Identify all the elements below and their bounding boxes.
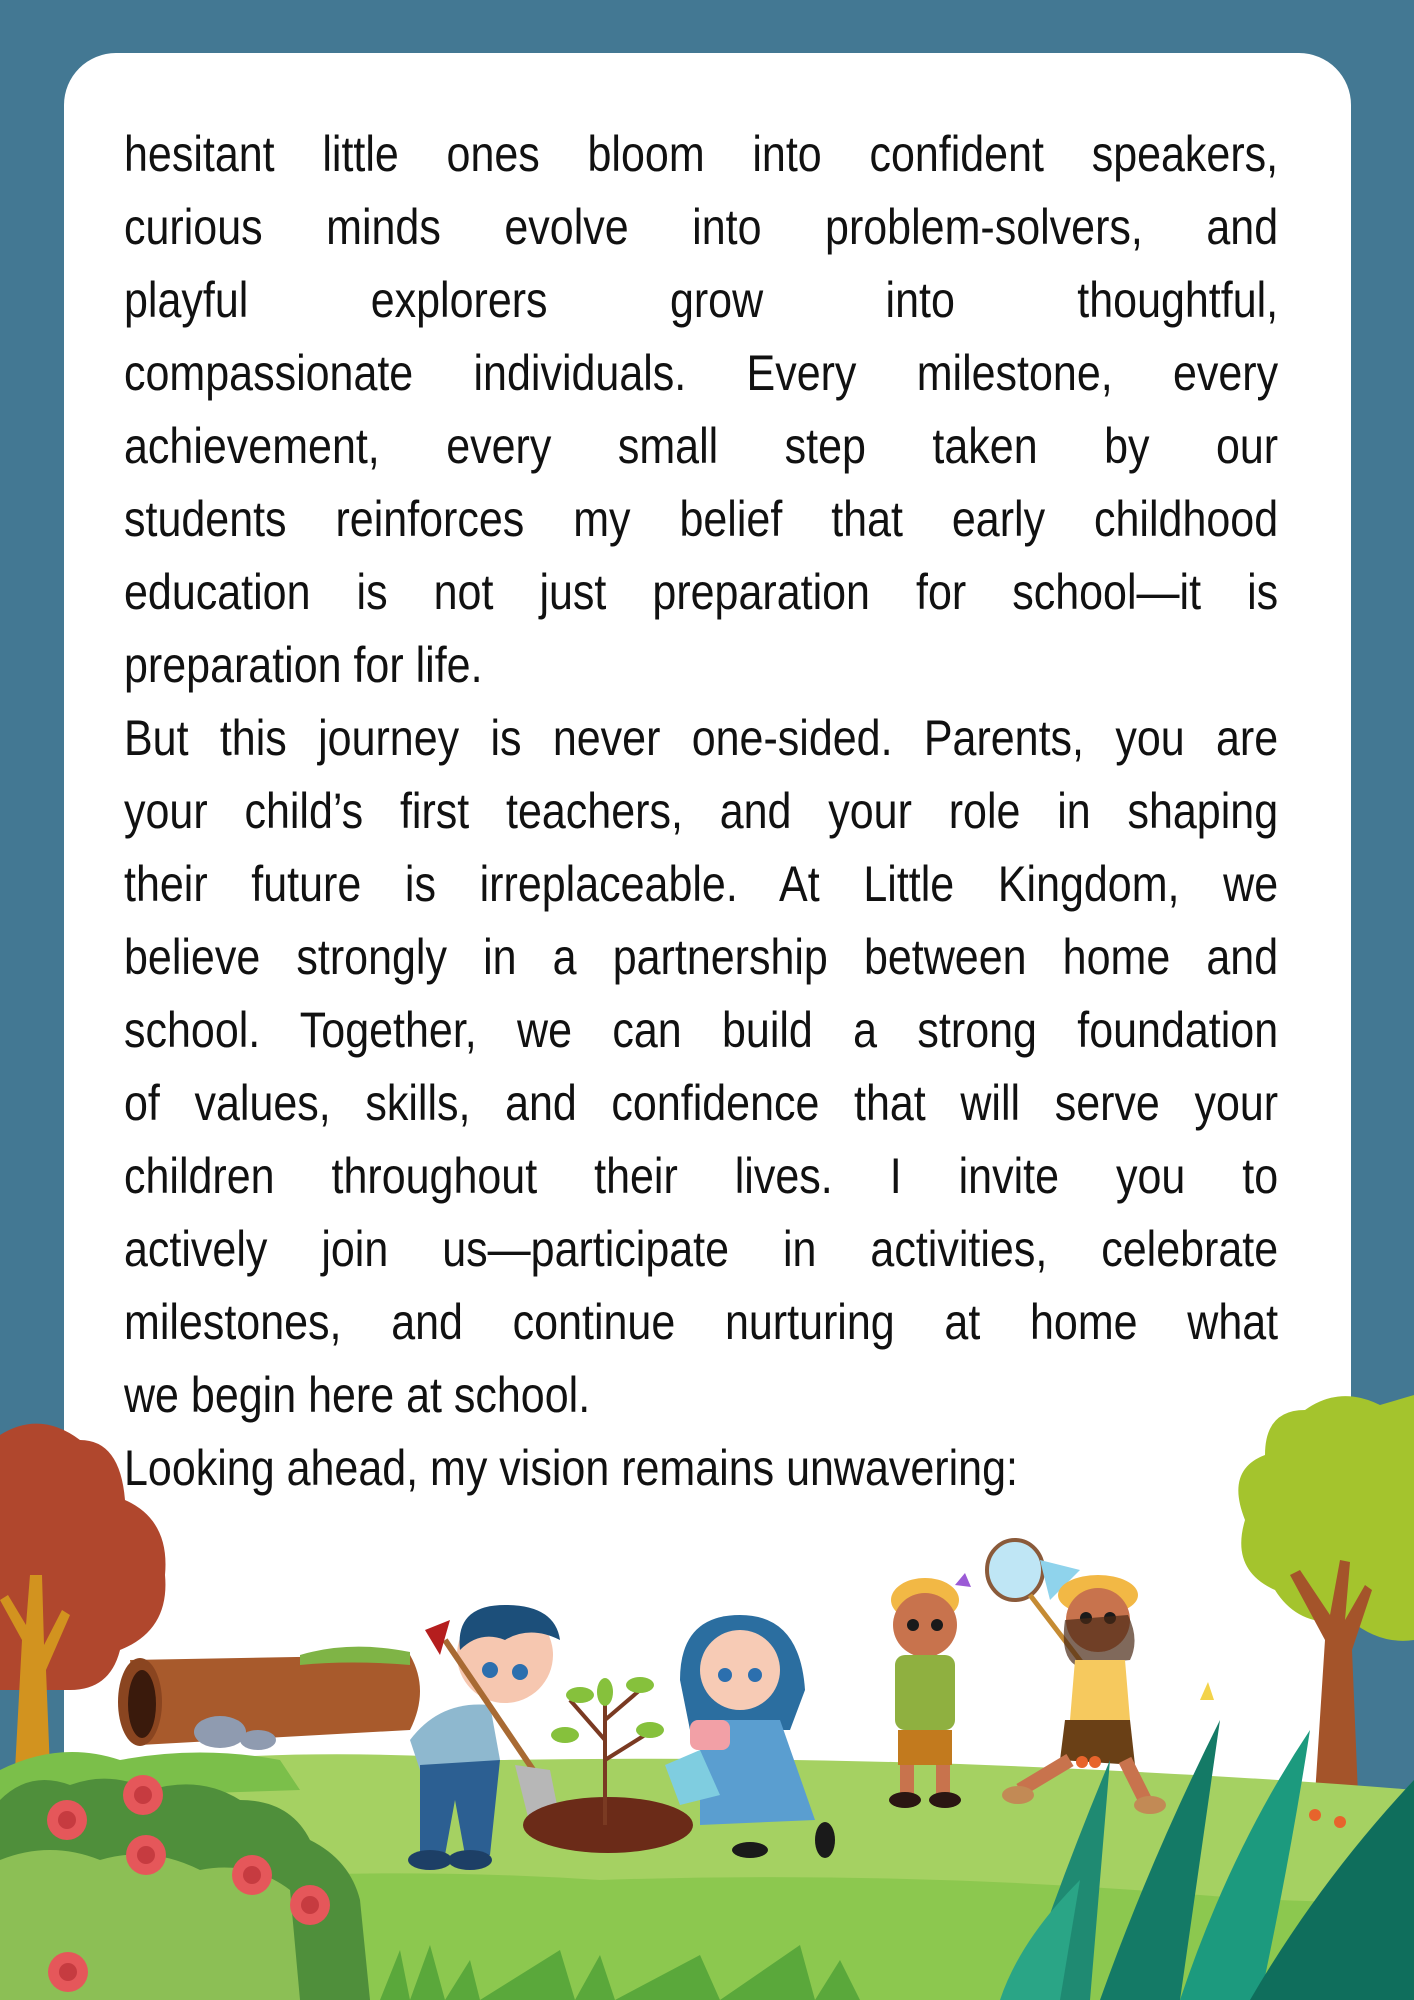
paragraph-2 bbox=[124, 702, 1278, 1432]
text-line: education is not just preparation for school—it is bbox=[124, 564, 1279, 620]
text-line: actively join us—participate in activities, celebrate bbox=[124, 1221, 1279, 1277]
text-line: compassionate individuals. Every milestone, every bbox=[124, 345, 1279, 401]
letter-body bbox=[124, 118, 1278, 1505]
text-line: students reinforces my belief that early childhood bbox=[124, 491, 1279, 547]
text-line: achievement, every small step taken by our bbox=[124, 418, 1279, 474]
paragraph-3 bbox=[124, 1432, 1278, 1505]
text-line: we begin here at school. bbox=[124, 1367, 591, 1423]
text-line: Looking ahead, my vision remains unwavering: bbox=[124, 1440, 1018, 1496]
text-line: their future is irreplaceable. At Little Kingdom, we bbox=[124, 856, 1279, 912]
text-line: school. Together, we can build a strong foundation bbox=[124, 1002, 1279, 1058]
text-line: preparation for life. bbox=[124, 637, 483, 693]
text-line: hesitant little ones bloom into confident speakers, bbox=[124, 126, 1279, 182]
paragraph-1 bbox=[124, 118, 1278, 702]
text-line: curious minds evolve into problem-solvers, and bbox=[124, 199, 1279, 255]
text-line: your child’s first teachers, and your role in shaping bbox=[124, 783, 1279, 839]
text-line: children throughout their lives. I invite you to bbox=[124, 1148, 1279, 1204]
text-line: of values, skills, and confidence that will serve your bbox=[124, 1075, 1279, 1131]
text-line: milestones, and continue nurturing at home what bbox=[124, 1294, 1279, 1350]
text-line: But this journey is never one-sided. Parents, you are bbox=[124, 710, 1279, 766]
text-line: believe strongly in a partnership between home and bbox=[124, 929, 1279, 985]
text-line: playful explorers grow into thoughtful, bbox=[124, 272, 1279, 328]
log-icon bbox=[118, 1647, 420, 1750]
